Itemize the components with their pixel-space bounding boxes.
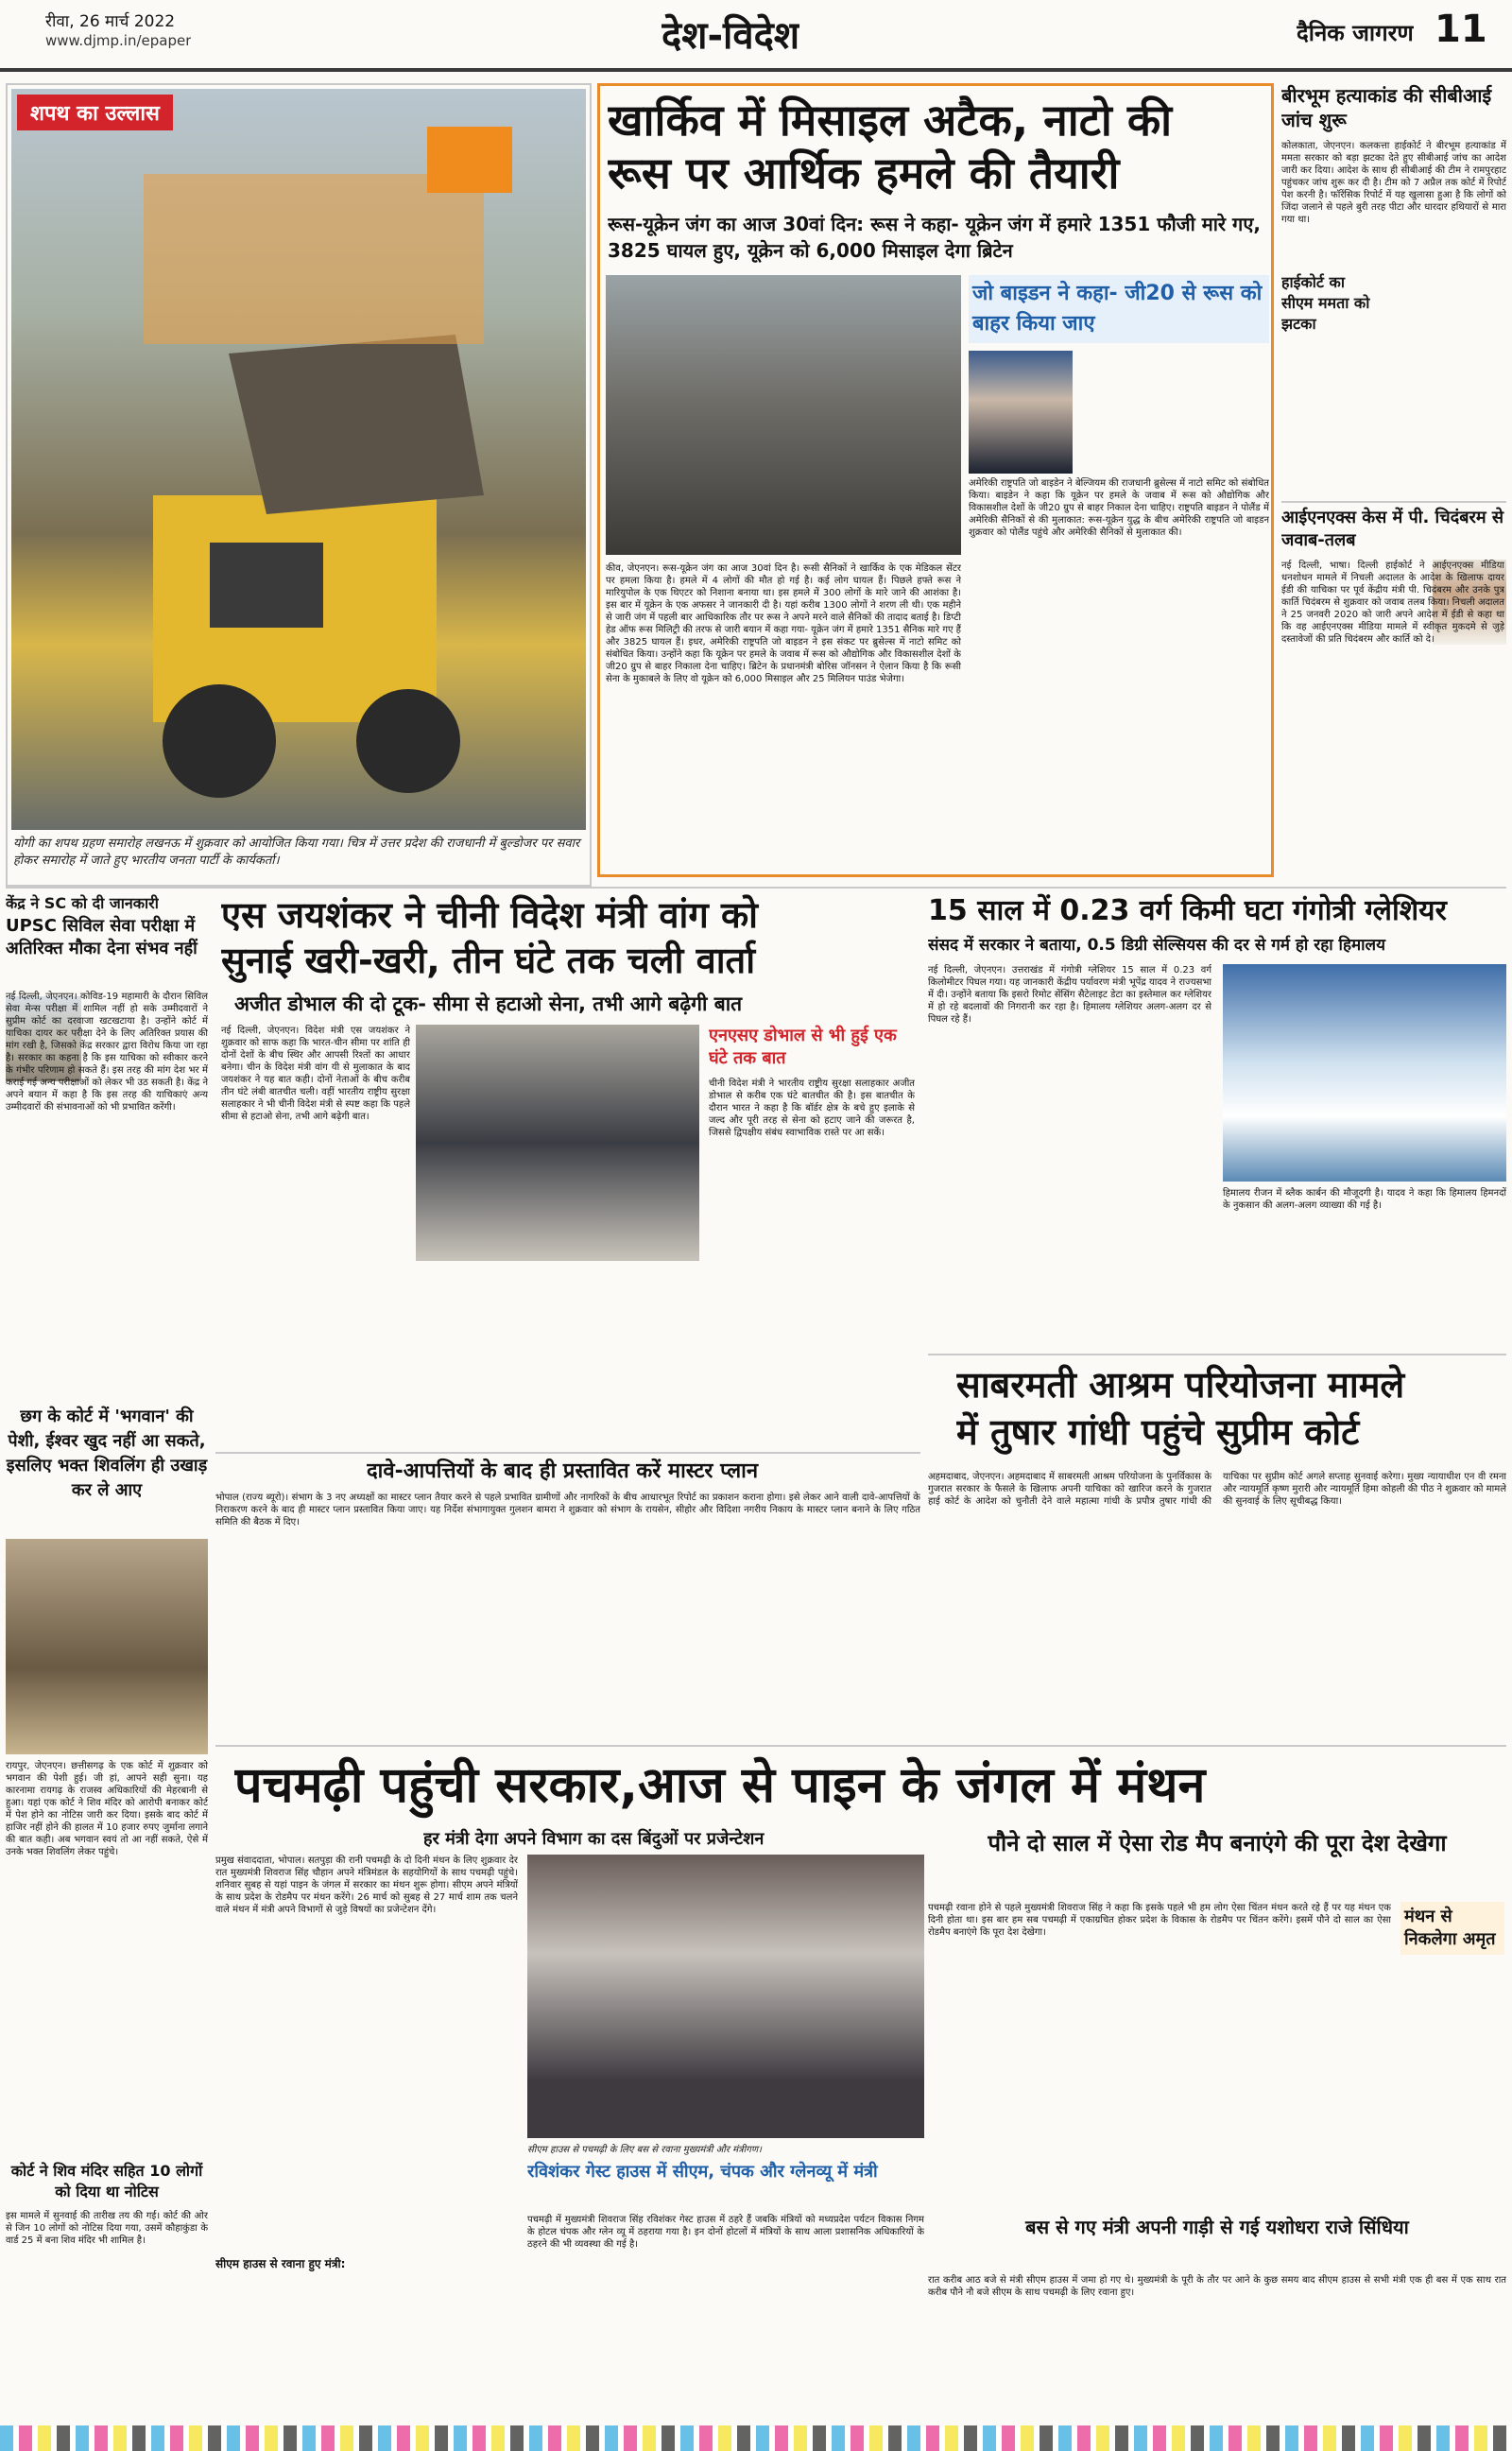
kharkiv-photo bbox=[606, 275, 961, 555]
divider bbox=[1281, 501, 1506, 503]
roadmap-subhead: बस से गए मंत्री अपनी गाड़ी से गई यशोधरा राजे सिंधिया bbox=[1025, 2216, 1409, 2238]
mandir-title: छग के कोर्ट में 'भगवान' की पेशी, ईश्वर खुद नहीं आ सकते, इसलिए भक्त शिवलिंग ही उखाड़ कर ले आए bbox=[6, 1407, 208, 1500]
lead-story bbox=[597, 83, 1274, 877]
epaper-url[interactable]: www.djmp.in/epaper bbox=[45, 32, 192, 49]
biden-photo bbox=[969, 351, 1073, 474]
upsc-story bbox=[6, 892, 208, 1399]
gangotri-title: 15 साल में 0.23 वर्ग किमी घटा गंगोत्री ग्लेशियर bbox=[928, 894, 1447, 927]
page-number: 11 bbox=[1435, 8, 1487, 51]
sabarmati-story bbox=[928, 1354, 1506, 1751]
header-rule bbox=[0, 68, 1512, 72]
jaishankar-body: नई दिल्ली, जेएनएन। विदेश मंत्री एस जयशंकर ने शुक्रवार को साफ कहा कि भारत-चीन सीमा पर शांति ही दोनों देशों के बीच स्थिर और आपसी रिश्तों का आधार बनेगा। चीन के विदेश मंत्री वांग यी से मुलाकात के बाद जयशंकर ने यह बात कही। दोनों नेताओं के बीच करीब तीन घंटे लंबी बातचीत चली। वहीं भारतीय राष्ट्रीय सुरक्षा सलाहकार ने भी चीनी विदेश मंत्री से स्पष्ट कहा कि पहले सीमा से हटाओ सेना, तभी आगे बढ़ेगी बात। bbox=[221, 1026, 410, 1122]
pachmarhi-deck: हर मंत्री देगा अपने विभाग का दस बिंदुओं पर प्रजेन्टेशन bbox=[423, 1829, 765, 1849]
photo-story-bulldozer bbox=[6, 83, 592, 887]
bhopal-title: दावे-आपत्तियों के बाद ही प्रस्तावित करें मास्टर प्लान bbox=[367, 1459, 759, 1483]
jaishankar-story bbox=[215, 892, 920, 1446]
lead-headline-1: खार्किव में मिसाइल अटैक, नाटो की bbox=[608, 95, 1173, 146]
gangotri-deck: संसद में सरकार ने बताया, 0.5 डिग्री सेल्सियस की दर से गर्म हो रहा हिमालय bbox=[928, 936, 1385, 955]
dateline: रीवा, 26 मार्च 2022 bbox=[45, 12, 176, 31]
masthead bbox=[0, 0, 1512, 78]
doval-subhead: एनएसए डोभाल से भी हुई एक घंटे तक बात bbox=[709, 1026, 897, 1068]
sabarmati-title-1: साबरमती आश्रम परियोजना मामले bbox=[956, 1364, 1405, 1406]
upsc-kicker: केंद्र ने SC को दी जानकारी bbox=[6, 894, 159, 912]
bus-photo-caption: सीएम हाउस से पचमढ़ी के लिए बस से रवाना मुख्यमंत्री और मंत्रीगण। bbox=[527, 2145, 762, 2155]
lead-headline-2: रूस पर आर्थिक हमले की तैयारी bbox=[608, 147, 1120, 198]
gangotri-story bbox=[928, 892, 1506, 1346]
bus-photo bbox=[527, 1855, 924, 2138]
mandir-body: रायपुर, जेएनएन। छत्तीसगढ़ के एक कोर्ट में शुक्रवार को भगवान की पेशी हुई। जी हां, आपने सही सुना। यह कारनामा रायगढ़ के राजस्व अधिकारियों की मेहरबानी से हुआ। यहां एक कोर्ट ने शिव मंदिर को आरोपी बनाकर कोर्ट में पेश होने का नोटिस जारी कर दिया। इसके बाद कोर्ट में हाजिर नहीं होने की हालत में 10 हजार रुपए जुर्माना लगाने की बात कही। अब भगवान स्वयं तो आ नहीं सकते, ऐसे में उनके भक्त शिवलिंग लेकर पहुंचे। bbox=[6, 1761, 208, 1857]
divider bbox=[215, 1745, 1506, 1747]
birbhum-story bbox=[1281, 83, 1506, 499]
jaishankar-deck: अजीत डोभाल की दो टूक- सीमा से हटाओ सेना, तभी आगे बढ़ेगी बात bbox=[234, 992, 743, 1015]
doval-body: चीनी विदेश मंत्री ने भारतीय राष्ट्रीय सुरक्षा सलाहकार अजीत डोभाल से करीब एक घंटे बातचीत की है। इस बातचीत के दौरान भारत ने कहा है कि बॉर्डर क्षेत्र के बचे हुए इलाके से जल्द और पूरी तरह से सेना को हटाए जाने की जरूरत है, जिससे द्विपक्षीय संबंध स्वाभाविक रास्ते पर आ सकें। bbox=[709, 1079, 915, 1138]
inx-title: आईएनएक्स केस में पी. चिदंबरम से जवाब-तलब bbox=[1281, 508, 1504, 550]
bhopal-body: भोपाल (राज्य ब्यूरो)। संभाग के 3 नए अध्यक्षों का मास्टर प्लान तैयार करने से पहले प्रभावित ग्रामीणों और नागरिकों के बीच आधारभूत रिपोर्ट का प्रकाशन कराना होगा। इसे लेकर आने वाली दावे-आपत्तियों के निराकरण करने के बाद ही मास्टर प्लान प्रस्तावित किया जाए। यह निर्देश संभागायुक्त गुलशन बामरा ने शुक्रवार को संभाग के रायसेन, सीहोर और विदिशा नगरीय निकाय के मास्टर प्लान बनाने के लिए गठित समिति की बैठक में दिए। bbox=[215, 1493, 920, 1528]
roadmap-body: पचमढ़ी रवाना होने से पहले मुख्यमंत्री शिवराज सिंह ने कहा कि इसके पहले भी हम लोग ऐसा चिंतन मंथन करते रहे हैं पर यह मंथन एक दिनी होता था। इस बार हम सब पचमढ़ी में एकाग्रचित होकर प्रदेश के विकास के रोडमैप पर चिंतन करेंगे। इसमें पौने दो साल का ऐसा रोडमैप बनाएंगे कि पूरा देश देखेगा। bbox=[928, 1903, 1391, 1938]
birbhum-title: बीरभूम हत्याकांड की सीबीआई जांच शुरू bbox=[1281, 84, 1492, 131]
shivling-photo bbox=[6, 1539, 208, 1754]
biden-sidebar-text: अमेरिकी राष्ट्रपति जो बाइडेन ने बेल्जियम की राजधानी ब्रुसेल्स में नाटो समिट को संबोधित किया। बाइडेन ने कहा कि यूक्रेन पर हमले के जवाब में रूस को औद्योगिक और विकासशील देशों के जी20 ग्रुप से बाहर निकाल देना चाहिए। राष्ट्रपति बाइडन ने पोलैंड में अमेरिकी सैनिकों से की मुलाकात: रूस-यूक्रेन युद्ध के बीच अमेरिकी राष्ट्रपति जो बाइडन शुक्रवार को पोलैंड पहुंचे और अमेरिकी सैनिकों से मुलाकात की। bbox=[969, 478, 1269, 538]
photo-tag: शपथ का उल्लास bbox=[17, 95, 173, 130]
inx-body: नई दिल्ली, भाषा। दिल्ली हाईकोर्ट ने आईएनएक्स मीडिया धनशोधन मामले में निचली अदालत के आदेश के खिलाफ दायर ईडी की याचिका पर पूर्व केंद्रीय मंत्री पी. चिदंबरम और उनके पुत्र कार्ति चिदंबरम से शुक्रवार को जवाब तलब किया। निचली अदालत ने 25 जनवरी 2020 को जारी अपने आदेश में ईडी से कहा था कि वह आईएनएक्स मीडिया मामले में स्वीकृत मुकदमे से जुड़े दस्तावेजों की प्रति चिदंबरम और कार्ति को दे। bbox=[1281, 561, 1504, 645]
upsc-title: UPSC सिविल सेवा परीक्षा में अतिरिक्त मौका देना संभव नहीं bbox=[6, 916, 198, 958]
inx-story bbox=[1281, 507, 1506, 879]
glacier-photo bbox=[1223, 964, 1506, 1182]
guesthouse-body: पचमढ़ी में मुख्यमंत्री शिवराज सिंह रविशंकर गेस्ट हाउस में ठहरे हैं जबकि मंत्रियों को मध्यप्रदेश पर्यटन विकास निगम के होटल चंपक और ग्लेन व्यू में ठहराया गया है। इन दोनों होटलों में मंत्रियों के साथ आला प्रशासनिक अधिकारियों के ठहरने की भी व्यवस्था की गई है। bbox=[527, 2215, 924, 2250]
sabarmati-title-2: में तुषार गांधी पहुंचे सुप्रीम कोर्ट bbox=[956, 1411, 1360, 1453]
guesthouse-subhead: रविशंकर गेस्ट हाउस में सीएम, चंपक और ग्लेनव्यू में मंत्री bbox=[527, 2162, 878, 2182]
glacier-caption: हिमालय रीजन में ब्लैक कार्बन की मौजूदगी है। यादव ने कहा कि हिमालय हिमनदों के नुकसान की अलग-अलग व्याख्या की गई है। bbox=[1223, 1188, 1506, 1211]
divider bbox=[215, 1452, 920, 1454]
mandir-subhead: कोर्ट ने शिव मंदिर सहित 10 लोगों को दिया था नोटिस bbox=[10, 2162, 203, 2201]
pachmarhi-body: प्रमुख संवाददाता, भोपाल। सतपुड़ा की रानी पचमढ़ी के दो दिनी मंथन के लिए शुक्रवार देर रात मुख्यमंत्री शिवराज सिंह चौहान अपने मंत्रिमंडल के सहयोगियों के साथ पचमढ़ी पहुंचे। शनिवार सुबह से यहां पाइन के जंगल में सरकार का मंथन शुरू होगा। सीएम अपने मंत्रियों के साथ प्रदेश के रोडमैप पर मंथन करेंगे। 26 मार्च को सुबह से 27 मार्च शाम तक चलने वाले मंथन में मंत्री अपने विभागों से जुड़े विषयों का प्रजेन्टेशन देंगे। bbox=[215, 1856, 518, 1915]
roadmap-story bbox=[928, 1760, 1506, 2422]
pachmarhi-title: पचमढ़ी पहुंची सरकार,आज से पाइन के जंगल में मंथन bbox=[234, 1757, 1206, 1814]
jaishankar-title-2: सुनाई खरी-खरी, तीन घंटे तक चली वार्ता bbox=[221, 940, 756, 981]
jaishankar-wang-photo bbox=[416, 1025, 699, 1261]
bhopal-story bbox=[215, 1452, 920, 1735]
roadmap-body-2: रात करीब आठ बजे से मंत्री सीएम हाउस में जमा हो गए थे। मुख्यमंत्री के पूरी के तौर पर आने के कुछ समय बाद सीएम हाउस से सभी मंत्री एक ही बस में एक साथ रात करीब पौने नौ बजे सीएम के साथ पचमढ़ी के लिए रवाना हुए। bbox=[928, 2275, 1506, 2298]
lead-deck: रूस-यूक्रेन जंग का आज 30वां दिन: रूस ने कहा- यूक्रेन जंग में हमारे 1351 फौजी मारे गए, 3825 घायल हुए, यूक्रेन को 6,000 मिसाइल देगा ब्रिटेन bbox=[608, 213, 1261, 262]
jaishankar-title-1: एस जयशंकर ने चीनी विदेश मंत्री वांग को bbox=[221, 894, 759, 936]
divider bbox=[928, 1354, 1506, 1355]
section-title: देश-विदेश bbox=[662, 14, 800, 58]
cm-house-subhead: सीएम हाउस से रवाना हुए मंत्री: bbox=[215, 2257, 346, 2270]
bulldozer-photo bbox=[11, 89, 586, 830]
mandir-body-2: इस मामले में सुनवाई की तारीख तय की गई। कोर्ट की ओर से जिन 10 लोगों को नोटिस दिया गया, उसमें कौहाकुंडा के वार्ड 25 में बना शिव मंदिर भी शामिल है। bbox=[6, 2211, 208, 2246]
upsc-body: नई दिल्ली, जेएनएन। कोविड-19 महामारी के दौरान सिविल सेवा मेन्स परीक्षा में शामिल नहीं हो सके उम्मीदवारों ने सुप्रीम कोर्ट का दरवाजा खटखटाया है। उन्होंने कोर्ट में याचिका दायर कर परीक्षा देने के लिए अतिरिक्त प्रयास की मांग रखी है, जिसको केंद्र सरकार द्वारा विरोध किया जा रहा है। सरकार का कहना है कि इस याचिका को स्वीकार करने के गंभीर परिणाम हो सकते हैं। इस तरह की मांग देश भर में कराई गई अन्य परीक्षाओं को लेकर भी उठ सकती है। केंद्र ने अपने बयान में कहा है कि इस तरह की याचिकाएं अन्य उम्मीदवारों की संभावनाओं को भी प्रभावित करेंगी। bbox=[6, 992, 208, 1113]
roadmap-title: पौने दो साल में ऐसा रोड मैप बनाएंगे की पूरा देश देखेगा bbox=[988, 1830, 1447, 1856]
paper-name: दैनिक जागरण bbox=[1297, 20, 1414, 46]
lead-body: कीव, जेएनएन। रूस-यूक्रेन जंग का आज 30वां दिन है। रूसी सैनिकों ने खार्किव के एक मेडिकल सेंटर पर हमला किया है। हमले में 4 लोगों की मौत हो गई है। कई लोग घायल हैं। पिछले हफ्ते रूस ने मारियुपोल के एक थिएटर को निशाना बनाया था। इस हमले में 300 लोगों के मारे जाने की आशंका है। इस बार में यूक्रेन के एक अफसर ने जानकारी दी है। यहां करीब 1300 लोगों ने शरण ली थी। एक महीने से जारी जंग में पहली बार आधिकारिक तौर पर रूस ने अपने मरने वाले सैनिकों की तादाद बताई है। डिप्टी हेड ऑफ रूस मिलिट्री की तरफ से जारी बयान में कहा गया- यूक्रेन जंग में हमारे 1351 सैनिक मारे गए हैं और 3825 घायल हैं। इधर, अमेरिकी राष्ट्रपति जो बाइडन ने इस संकट पर ब्रुसेल्स में नाटो समिट को संबोधित किया। उन्होंने कहा कि यूक्रेन पर हमले के जवाब में रूस को औद्योगिक और विकासशील देशों के जी20 ग्रुप से बाहर निकाला देना चाहिए। ब्रिटेन के प्रधानमंत्री बोरिस जॉनसन ने ऐलान किया है कि रूसी सेना के मुकाबले के लिए वो यूक्रेन को 6,000 मिसाइल और 25 मिलियन पाउंड भेजेगा। bbox=[606, 563, 961, 684]
section-rule bbox=[6, 887, 1506, 889]
bulldozer-illustration bbox=[11, 89, 586, 830]
birbhum-body: कोलकाता, जेएनएन। कलकत्ता हाईकोर्ट ने बीरभूम हत्याकांड में ममता सरकार को बड़ा झटका देते हुए सीबीआई जांच का आदेश जारी कर दिया। आदेश के साथ ही सीबीआई की टीम ने रामपुरहाट पहुंचकर जांच शुरू कर दी है। टीम को 7 अप्रैल तक कोर्ट में रिपोर्ट पेश करनी है। फॉरेंसिक रिपोर्ट में यह खुलासा हुआ है कि लोगों को जिंदा जलाने से पहले बुरी तरह पीटा और धारदार हथियारों से मारा गया था। bbox=[1281, 141, 1506, 225]
gangotri-body: नई दिल्ली, जेएनएन। उत्तराखंड में गंगोत्री ग्लेशियर 15 साल में 0.23 वर्ग किलोमीटर पिघल गया। यह जानकारी केंद्रीय पर्यावरण मंत्री भूपेंद्र यादव ने राज्यसभा में दी। उन्होंने बताया कि इसरो रिमोट सेंसिंग सैटेलाइट डेटा का इस्तेमाल कर ग्लेशियर में हो रहे बदलावों की निगरानी कर रहा है। हिमालय ग्लेशियर अलग-अलग दर से पिघल रहे हैं। bbox=[928, 965, 1211, 1025]
print-registration-bar bbox=[0, 2425, 1512, 2451]
birbhum-subhead: हाईकोर्ट का सीएम ममता को झटका bbox=[1281, 273, 1370, 333]
roadmap-quote: मंथन से निकलेगा अमृत bbox=[1400, 1902, 1504, 1955]
photo-caption: योगी का शपथ ग्रहण समारोह लखनऊ में शुक्रवार को आयोजित किया गया। चित्र में उत्तर प्रदेश की राजधानी में बुल्डोजर पर सवार होकर समारोह में जाते हुए भारतीय जनता पार्टी के कार्यकर्ता। bbox=[13, 837, 580, 868]
sabarmati-body: अहमदाबाद, जेएनएन। अहमदाबाद में साबरमती आश्रम परियोजना के पुनर्विकास के गुजरात सरकार के फैसले के खिलाफ अपनी याचिका को खारिज करने के गुजरात हाई कोर्ट के आदेश को चुनौती देने वाले महात्मा गांधी के प्रपौत्र तुषार गांधी की याचिका पर सुप्रीम कोर्ट अगले सप्ताह सुनवाई करेगा। मुख्य न्यायाधीश एन वी रमना और न्यायमूर्ति कृष्ण मुरारी और न्यायमूर्ति हिमा कोहली की पीठ ने शुक्रवार को मामले की सुनवाई के लिए सूचीबद्ध किया। bbox=[928, 1472, 1506, 1507]
mandir-story bbox=[6, 1405, 208, 2422]
biden-subhead: जो बाइडन ने कहा- जी20 से रूस को बाहर किया जाए bbox=[969, 275, 1269, 343]
